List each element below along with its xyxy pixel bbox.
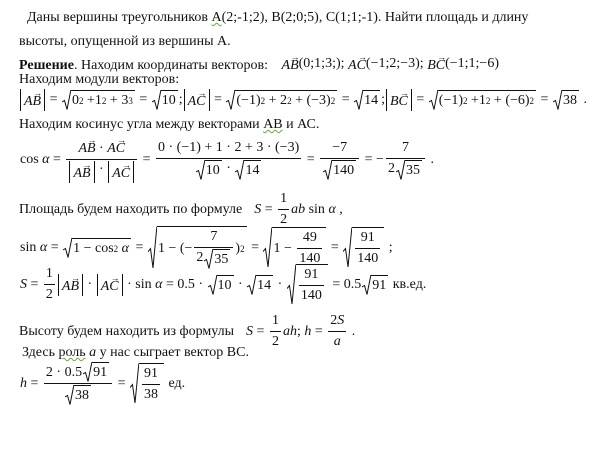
s-math xyxy=(20,264,426,305)
role-line xyxy=(22,344,249,362)
math-text: 0 xyxy=(72,93,80,108)
math-variable: α xyxy=(155,276,163,292)
math-text: 2 xyxy=(330,313,338,328)
fraction-denominator xyxy=(299,286,324,305)
vector-ab: AB → xyxy=(282,53,299,75)
math-text: ; xyxy=(381,92,385,107)
math-variable: S xyxy=(254,201,262,217)
math-text: 2 xyxy=(280,212,288,227)
radical-sign-icon xyxy=(247,275,256,295)
fraction-numerator xyxy=(156,139,301,159)
radicand xyxy=(161,90,178,110)
modules-formula xyxy=(19,89,587,111)
fraction-numerator xyxy=(44,265,55,285)
math-text: 14 xyxy=(257,277,272,293)
square-root xyxy=(62,90,135,110)
radicand xyxy=(244,160,261,180)
math-text: −7 xyxy=(332,140,348,155)
vector-ac: AC → xyxy=(107,136,125,158)
math-text: 2 · 0.5 xyxy=(45,365,83,380)
s-formula xyxy=(20,264,426,305)
square-root xyxy=(130,363,164,404)
fraction xyxy=(194,228,233,269)
radicand xyxy=(272,227,326,268)
radical-sign-icon xyxy=(65,385,74,405)
vector-ab: AB → xyxy=(62,274,79,296)
fraction-denominator xyxy=(320,159,359,180)
math-text: · xyxy=(95,162,108,177)
fraction-numerator xyxy=(194,228,233,248)
absolute-value xyxy=(69,161,94,183)
radical-sign-icon xyxy=(354,90,363,110)
math-text: sin xyxy=(20,239,40,255)
math-text: = − xyxy=(361,151,384,167)
math-text: . xyxy=(426,151,434,167)
radicand xyxy=(92,362,109,382)
math-text: 10 xyxy=(161,93,176,108)
absolute-value xyxy=(58,274,83,296)
problem-line-2: высоты, опущенной из вершины А. xyxy=(19,34,231,49)
math-text: ; xyxy=(385,239,393,255)
math-variable: h xyxy=(304,323,312,339)
radical-sign-icon xyxy=(263,227,272,268)
absolute-value xyxy=(97,274,123,296)
sin-formula xyxy=(20,226,393,269)
radicand xyxy=(139,363,164,404)
square-root xyxy=(152,90,178,110)
square-root xyxy=(235,160,261,180)
cos-text xyxy=(19,116,319,134)
cos-text-rest: и АС. xyxy=(282,117,320,132)
vector-ac: AC → xyxy=(188,89,206,111)
h-formula xyxy=(20,362,185,405)
vertex-a-label: А xyxy=(211,10,222,25)
math-text: 1 − cos xyxy=(73,240,114,256)
math-text: . xyxy=(579,92,587,107)
math-text: = xyxy=(253,323,268,339)
radical-sign-icon xyxy=(62,90,71,110)
math-text: 10 xyxy=(217,277,232,293)
math-variable: α xyxy=(42,151,50,167)
fraction xyxy=(270,312,281,351)
math-text: 2 xyxy=(45,287,53,302)
radical-sign-icon xyxy=(152,90,161,110)
math-text: кв.ед. xyxy=(389,276,427,292)
role-word: роль xyxy=(58,345,86,360)
problem-text: Даны вершины треугольников xyxy=(27,10,212,25)
math-variable: a xyxy=(333,334,341,349)
radicand xyxy=(256,275,273,295)
fraction-numerator xyxy=(328,312,346,332)
role-prefix: Здесь xyxy=(22,345,59,360)
math-variable: α xyxy=(328,201,336,217)
modules-math xyxy=(19,89,587,111)
vector-ab: AB → xyxy=(78,136,95,158)
radical-sign-icon xyxy=(148,226,157,269)
fraction-denominator xyxy=(44,384,112,405)
math-text: 14 xyxy=(245,163,260,178)
radical-sign-icon xyxy=(553,90,562,110)
math-text: · xyxy=(234,276,247,292)
fraction-denominator xyxy=(44,285,55,304)
square-root xyxy=(354,90,380,110)
radical-sign-icon xyxy=(235,160,244,180)
radicand xyxy=(217,275,234,295)
math-text: = xyxy=(46,92,62,107)
math-variable: α xyxy=(39,239,48,255)
math-variable: S xyxy=(20,276,27,292)
math-text: + 3 xyxy=(106,93,129,108)
radical-sign-icon xyxy=(226,90,235,110)
fraction-numerator xyxy=(142,365,160,385)
math-text: = xyxy=(114,375,129,391)
fraction xyxy=(44,362,112,405)
radicand xyxy=(205,160,222,180)
radicand: 1 − (− 7 2 35 ) 2 xyxy=(157,226,247,269)
height-formula xyxy=(246,312,355,351)
math-text: 140 xyxy=(357,251,379,266)
math-text: 1 xyxy=(280,191,288,206)
math-text: 91 xyxy=(360,230,375,245)
fraction-denominator xyxy=(386,159,425,180)
fraction-numerator xyxy=(278,190,289,210)
math-text: = xyxy=(412,92,428,107)
math-text: ) xyxy=(235,240,241,256)
radicand xyxy=(296,264,328,305)
radical-sign-icon xyxy=(343,227,352,268)
math-text: 91 xyxy=(143,366,158,381)
math-text: 1 − xyxy=(273,240,296,256)
radical-sign-icon xyxy=(287,264,296,305)
radical-sign-icon xyxy=(396,160,405,180)
area-line xyxy=(19,190,343,229)
fraction xyxy=(278,190,289,229)
math-text: (−1) xyxy=(236,93,261,108)
math-text: 38 xyxy=(562,93,577,108)
fraction xyxy=(297,229,322,268)
square-root xyxy=(323,160,356,180)
radicand xyxy=(562,90,579,110)
fraction-numerator xyxy=(299,266,324,286)
math-variable: S xyxy=(246,323,254,339)
math-text: = xyxy=(303,151,319,167)
square-root xyxy=(65,385,91,405)
math-text: = xyxy=(27,276,42,292)
cos-text-prefix: Находим косинус угла между векторами xyxy=(19,117,264,132)
square-root xyxy=(396,160,422,180)
radicand xyxy=(405,160,422,180)
fraction xyxy=(142,365,160,404)
math-text: (−1;1;−6) xyxy=(445,56,499,71)
absolute-value xyxy=(108,161,134,183)
math-text: (−1) xyxy=(438,93,464,108)
radical-sign-icon xyxy=(323,160,332,180)
math-text: (0;1;3;); xyxy=(298,56,349,71)
math-text: . xyxy=(348,323,356,339)
cos-formula xyxy=(20,136,434,183)
math-text: 0 · (−1) + 1 · 2 + 3 · (−3) xyxy=(158,140,300,155)
coords-formula xyxy=(282,53,499,75)
fraction xyxy=(44,265,55,304)
math-variable: h xyxy=(20,375,27,391)
radicand: (−1) 2 + 2 2 + (−3) 2 xyxy=(235,90,337,110)
coords-text: . Находим координаты векторов: xyxy=(73,58,269,73)
math-variable: ab xyxy=(291,201,306,217)
square-root xyxy=(63,238,131,258)
math-text: = 0.5 xyxy=(328,276,362,292)
radicand xyxy=(371,275,388,295)
math-text: = xyxy=(327,239,343,255)
role-var: a xyxy=(89,345,97,360)
math-text: , xyxy=(335,201,343,217)
square-root xyxy=(287,264,328,305)
math-text: · sin xyxy=(123,276,156,292)
math-text: 1 − (− xyxy=(157,240,193,256)
absolute-value xyxy=(184,89,210,111)
math-text: · xyxy=(84,276,96,292)
fraction-numerator xyxy=(355,229,380,249)
modules-text: Находим модули векторов: xyxy=(19,72,180,87)
math-text: + (−3) xyxy=(291,93,331,108)
math-text: 7 xyxy=(210,229,218,244)
fraction xyxy=(156,139,301,180)
math-text: ; xyxy=(296,323,305,339)
vector-ac: AC → xyxy=(101,274,119,296)
fraction-numerator xyxy=(386,139,425,159)
vector-ab: AB → xyxy=(73,161,90,183)
square-root xyxy=(362,275,388,295)
radicand xyxy=(363,90,380,110)
h-math xyxy=(20,362,185,405)
vector-bc: BC → xyxy=(427,53,445,75)
math-text: · xyxy=(95,141,108,156)
problem-line-1 xyxy=(27,9,528,27)
vector-bc: BC → xyxy=(390,89,408,111)
radical-sign-icon xyxy=(429,90,438,110)
fraction-denominator xyxy=(156,159,301,180)
area-formula xyxy=(254,190,343,229)
math-text: = xyxy=(311,323,327,339)
absolute-value xyxy=(20,89,45,111)
square-root xyxy=(148,226,247,269)
fraction-numerator xyxy=(44,362,112,384)
math-text: 10 xyxy=(205,163,220,178)
math-text: = xyxy=(139,151,155,167)
fraction xyxy=(355,229,380,268)
math-text: cos xyxy=(20,151,43,167)
square-root xyxy=(553,90,579,110)
radicand: 1 − cos 2 α xyxy=(72,238,131,258)
math-text: 35 xyxy=(214,252,229,267)
cos-math xyxy=(20,136,434,183)
radical-sign-icon xyxy=(63,238,72,258)
fraction xyxy=(299,266,324,305)
fraction-numerator xyxy=(270,312,281,332)
absolute-value xyxy=(386,89,412,111)
square-root xyxy=(196,160,222,180)
math-variable: S xyxy=(337,313,345,328)
math-text: 1 xyxy=(271,313,279,328)
math-variable: α xyxy=(121,240,130,256)
math-text: 91 xyxy=(304,267,319,282)
math-text: = xyxy=(132,239,147,255)
math-text: = xyxy=(49,151,65,167)
square-root xyxy=(226,90,337,110)
math-text: +1 xyxy=(83,93,102,108)
math-text: + 2 xyxy=(265,93,288,108)
solution-label: Решение xyxy=(19,58,74,73)
math-text: = xyxy=(247,239,263,255)
math-text: 140 xyxy=(333,163,355,178)
vector-ac: AC → xyxy=(112,161,130,183)
fraction-denominator xyxy=(142,385,160,404)
radicand xyxy=(332,160,356,180)
math-text: = xyxy=(210,92,226,107)
math-text: 1 xyxy=(45,266,53,281)
math-text: (−1;2;−3); xyxy=(365,56,428,71)
math-text: = xyxy=(47,239,63,255)
fraction xyxy=(66,136,137,183)
radical-sign-icon xyxy=(196,160,205,180)
math-text: 140 xyxy=(299,251,321,266)
math-text: = 0.5 · xyxy=(162,276,207,292)
fraction-numerator xyxy=(297,229,322,249)
area-text: Площадь будем находить по формуле xyxy=(19,201,243,217)
vector-ac: AC → xyxy=(348,53,366,75)
sin-math xyxy=(20,226,393,269)
radical-sign-icon xyxy=(83,362,92,382)
fraction-denominator xyxy=(328,332,346,351)
math-text: 91 xyxy=(93,365,108,380)
math-text: 14 xyxy=(364,93,379,108)
math-text: 49 xyxy=(302,230,317,245)
fraction xyxy=(328,312,346,351)
vector-ab: AB → xyxy=(24,89,41,111)
math-text: 2 xyxy=(271,334,279,349)
fraction-numerator xyxy=(320,139,359,159)
math-text: + (−6) xyxy=(490,93,530,108)
height-text: Высоту будем находить из формулы xyxy=(19,323,235,339)
fraction xyxy=(320,139,359,180)
math-text: +1 xyxy=(467,93,486,108)
math-text: 2 xyxy=(196,250,204,265)
square-root xyxy=(83,362,109,382)
radicand: 0 2 +1 2 + 3 3 xyxy=(71,90,135,110)
math-text: · xyxy=(222,161,235,176)
square-root xyxy=(263,227,326,268)
radical-sign-icon xyxy=(208,275,217,295)
math-text: = xyxy=(338,92,354,107)
math-text: 7 xyxy=(401,140,409,155)
math-text: ед. xyxy=(164,375,186,391)
problem-text: (2;-1;2), В(2;0;5), С(1;1;-1). Найти площадь и длину xyxy=(221,10,529,25)
math-text: 140 xyxy=(300,288,322,303)
fraction-denominator xyxy=(270,332,281,351)
math-text: 38 xyxy=(74,388,89,403)
radical-sign-icon xyxy=(362,275,371,295)
radical-sign-icon xyxy=(130,363,139,404)
radicand xyxy=(74,385,91,405)
square-root xyxy=(343,227,384,268)
math-text: 38 xyxy=(143,387,158,402)
fraction-denominator xyxy=(66,160,137,183)
radicand: (−1) 2 +1 2 + (−6) 2 xyxy=(438,90,536,110)
math-text: = xyxy=(537,92,552,107)
math-text: = xyxy=(135,92,151,107)
square-root xyxy=(208,275,234,295)
vector-ab-label: АВ xyxy=(263,117,283,132)
fraction xyxy=(386,139,425,180)
radicand xyxy=(352,227,384,268)
math-text: 35 xyxy=(405,163,420,178)
math-variable: ah xyxy=(282,323,297,339)
square-root xyxy=(429,90,536,110)
role-rest: у нас сыграет вектор ВС. xyxy=(96,345,249,360)
math-text: = xyxy=(27,375,42,391)
math-text: sin xyxy=(305,201,329,217)
math-text: · xyxy=(274,276,286,292)
square-root xyxy=(247,275,273,295)
math-text: 2 xyxy=(387,161,395,176)
math-text: ; xyxy=(178,92,183,107)
math-text: 91 xyxy=(372,277,387,293)
math-text: = xyxy=(261,201,277,217)
